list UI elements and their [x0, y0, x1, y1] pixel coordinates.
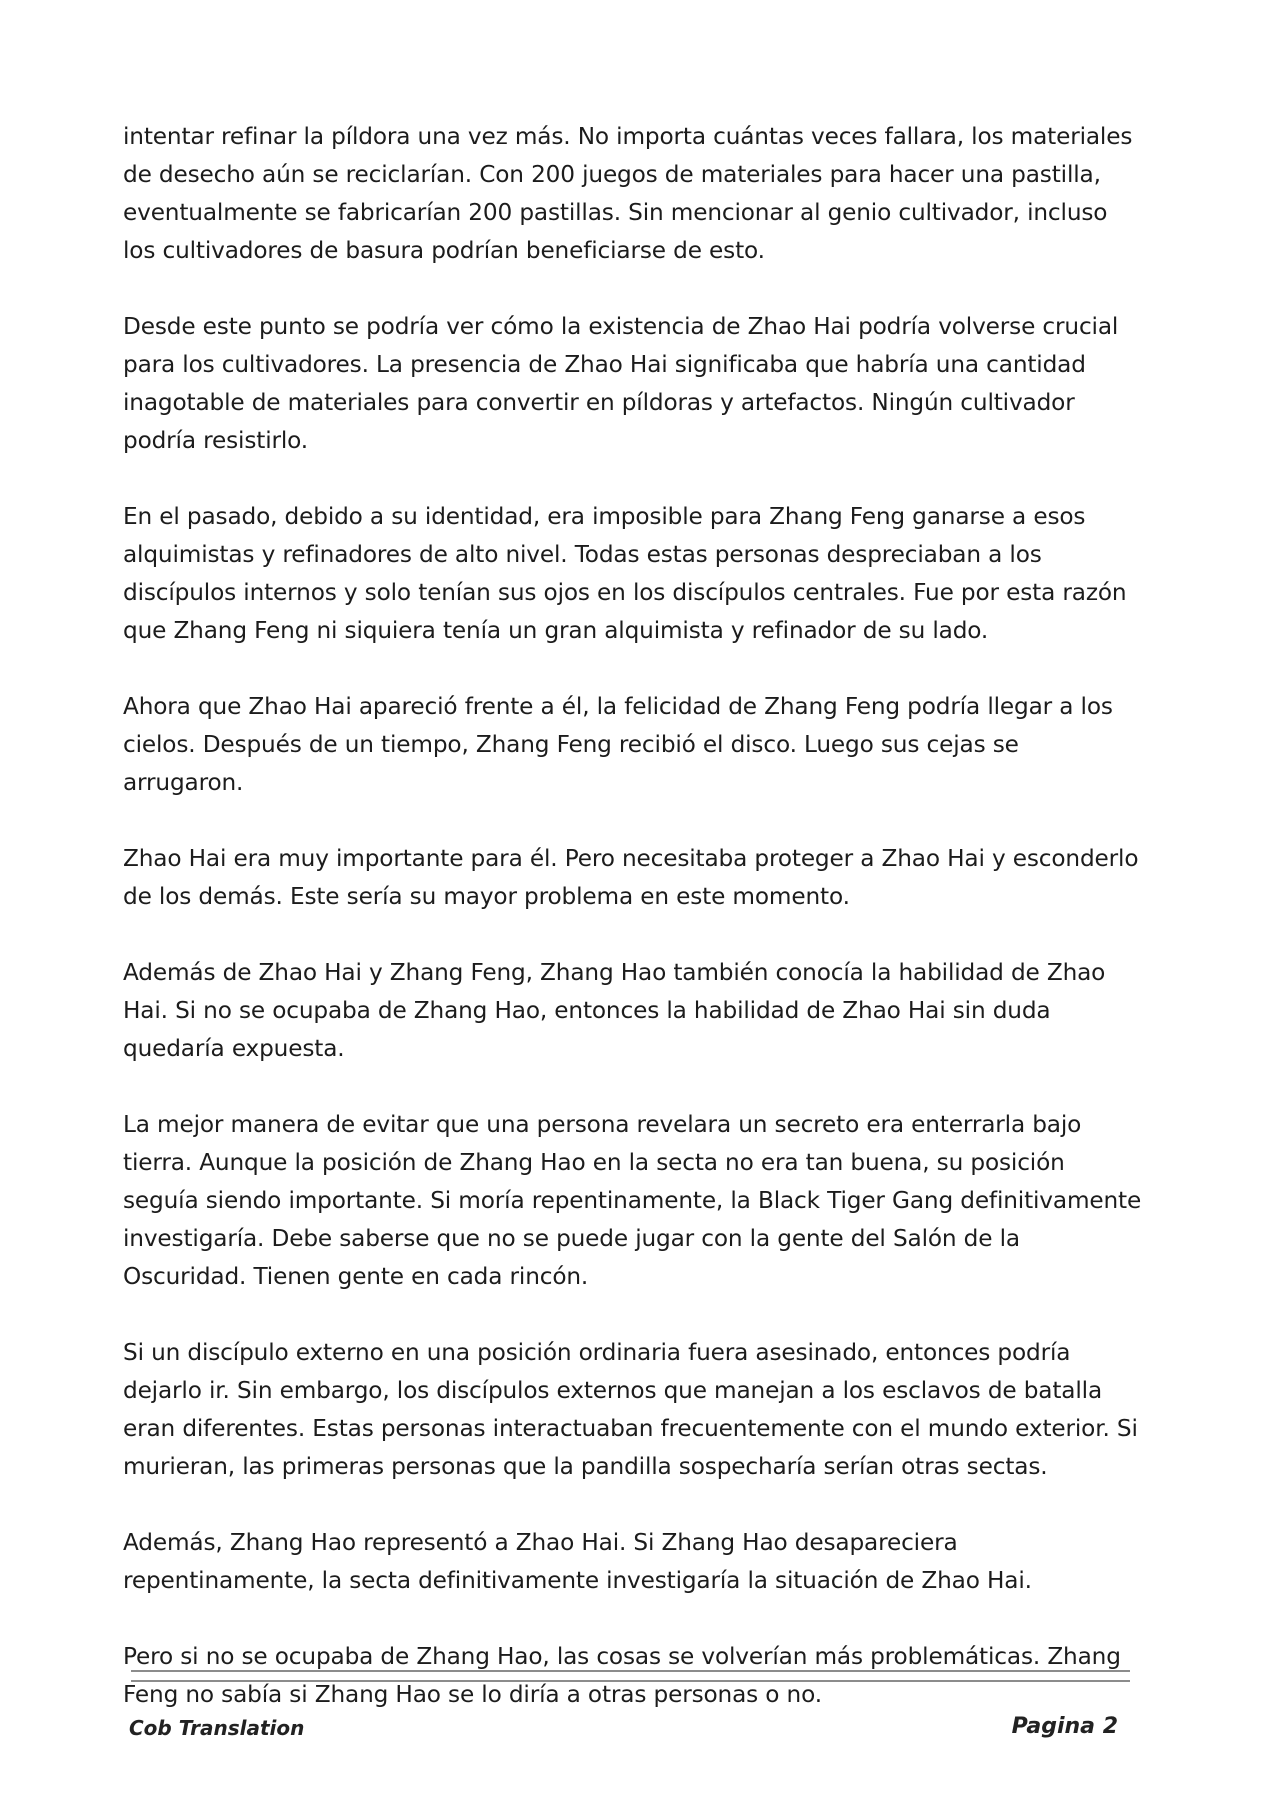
paragraph-2: Desde este punto se podría ver cómo la existencia de Zhao Hai podría volverse crucial para los cultivadores. La presencia de Zhao Hai significaba que habría una cantidad inagotable de materiales para convertir en píldoras y artefactos. Ningún cultivador podría resistirlo. [123, 313, 1119, 454]
paragraph-8: Si un discípulo externo en una posición ordinaria fuera asesinado, entonces podría dejarlo ir. Sin embargo, los discípulos externos que manejan a los esclavos de batalla eran diferentes. Estas personas interactuaban frecuentemente con el mundo exterior. Si murieran, las primeras personas que la pandilla sospecharía serían otras sectas. [123, 1339, 1138, 1480]
paragraph-9: Además, Zhang Hao representó a Zhao Hai. Si Zhang Hao desapareciera repentinamente, la secta definitivamente investigaría la situación de Zhao Hai. [123, 1529, 1032, 1594]
footer-translator-label: Cob Translation [129, 1716, 305, 1740]
paragraph-6: Además de Zhao Hai y Zhang Feng, Zhang Hao también conocía la habilidad de Zhao Hai. Si no se ocupaba de Zhang Hao, entonces la habilidad de Zhao Hai sin duda quedaría expuesta. [123, 959, 1106, 1062]
footer-divider-top [131, 1670, 1130, 1672]
paragraph-5: Zhao Hai era muy importante para él. Pero necesitaba proteger a Zhao Hai y esconderlo de los demás. Este sería su mayor problema en este momento. [123, 845, 1139, 910]
paragraph-1: intentar refinar la píldora una vez más. No importa cuántas veces fallara, los materiales de desecho aún se reciclarían. Con 200 juegos de materiales para hacer una pastilla, eventualmente se fabricarían 200 pastillas. Sin mencionar al genio cultivador, incluso los cultivadores de basura podrían beneficiarse de esto. [123, 123, 1133, 264]
paragraph-10: Pero si no se ocupaba de Zhang Hao, las cosas se volverían más problemáticas. Zhang Feng no sabía si Zhang Hao se lo diría a otras personas o no. [123, 1643, 1121, 1708]
footer-page-number: Pagina 2 [1011, 1714, 1118, 1739]
document-body [123, 118, 1143, 1752]
paragraph-7: La mejor manera de evitar que una persona revelara un secreto era enterrarla bajo tierra. Aunque la posición de Zhang Hao en la secta no era tan buena, su posición seguía siendo importante. Si moría repentinamente, la Black Tiger Gang definitivamente investigaría. Debe saberse que no se puede jugar con la gente del Salón de la Oscuridad. Tienen gente en cada rincón. [123, 1111, 1142, 1290]
footer-divider-bottom [131, 1680, 1130, 1682]
paragraph-3: En el pasado, debido a su identidad, era imposible para Zhang Feng ganarse a esos alquimistas y refinadores de alto nivel. Todas estas personas despreciaban a los discípulos internos y solo tenían sus ojos en los discípulos centrales. Fue por esta razón que Zhang Feng ni siquiera tenía un gran alquimista y refinador de su lado. [123, 503, 1127, 644]
paragraph-4: Ahora que Zhao Hai apareció frente a él, la felicidad de Zhang Feng podría llegar a los cielos. Después de un tiempo, Zhang Feng recibió el disco. Luego sus cejas se arrugaron. [123, 693, 1113, 796]
